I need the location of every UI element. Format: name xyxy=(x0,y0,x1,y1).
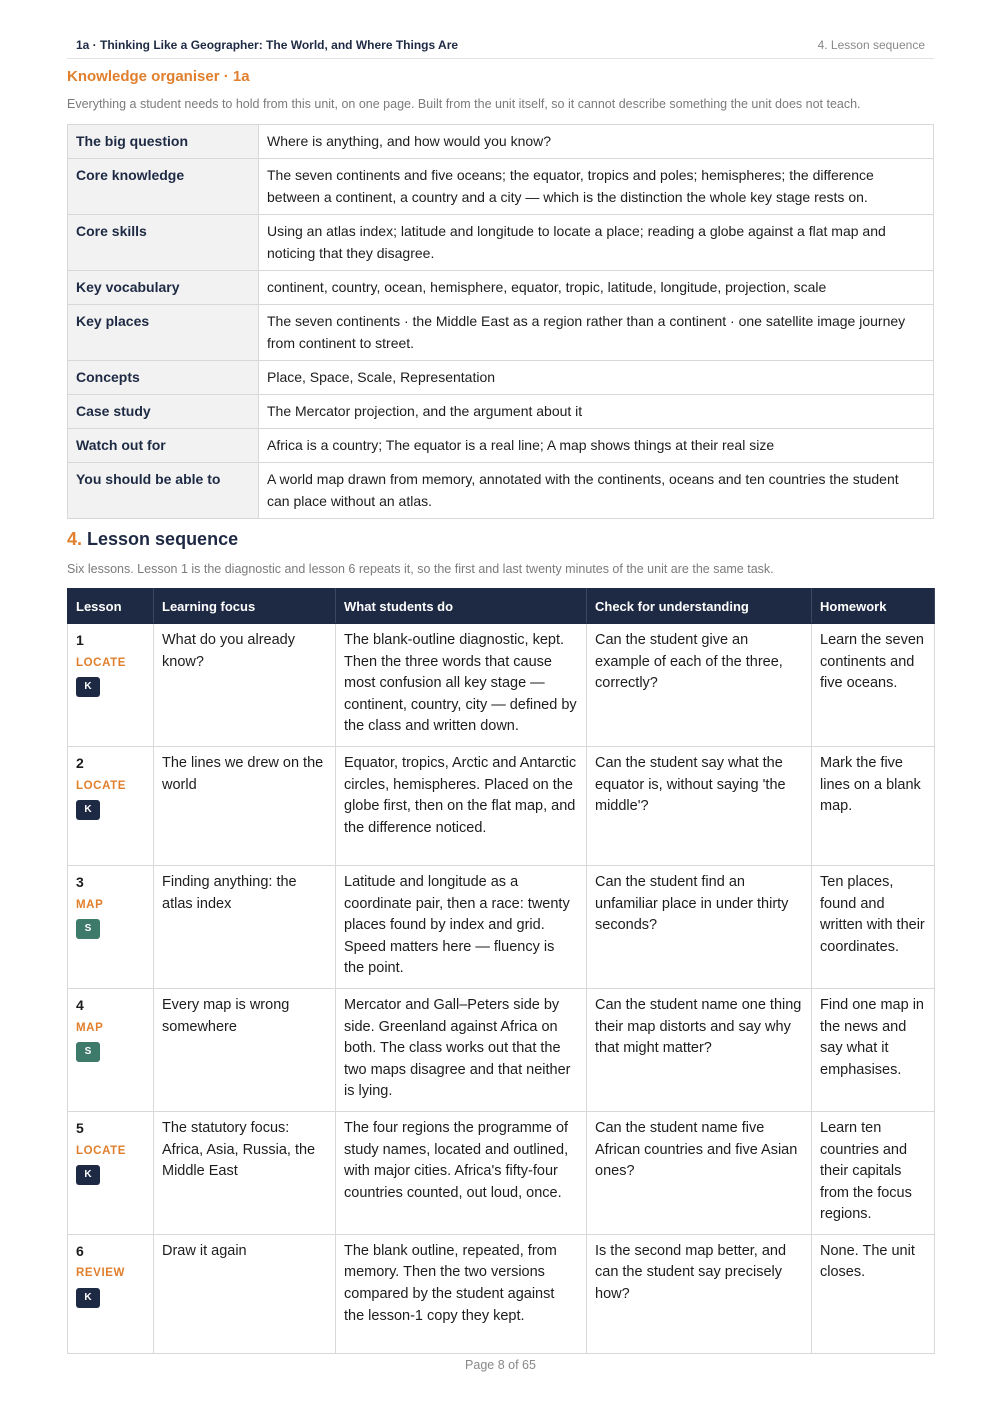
strand-label: MAP xyxy=(76,1021,104,1034)
homework: Mark the five lines on a blank map. xyxy=(812,746,935,865)
understanding-check: Is the second map better, and can the student say precisely how? xyxy=(587,1234,812,1353)
ko-value: The seven continents and five oceans; the equator, tropics and poles; hemispheres; the difference between a continent, a country and a city — which is the distinction the whole key stage rests on. xyxy=(259,159,934,215)
ko-value: The seven continents · the Middle East as a region rather than a continent · one satellite image journey from continent to street. xyxy=(259,305,934,361)
ko-value: Africa is a country; The equator is a real line; A map shows things at their real size xyxy=(259,429,934,463)
ko-row xyxy=(68,271,934,305)
table-row xyxy=(68,865,935,988)
lesson-number: 2 xyxy=(76,754,84,771)
strand-label: LOCATE xyxy=(76,1144,127,1157)
ko-key: You should be able to xyxy=(68,463,259,519)
ko-row xyxy=(68,429,934,463)
homework: Learn ten countries and their capitals from the focus regions. xyxy=(812,1111,935,1234)
student-activity: The blank-outline diagnostic, kept. Then the three words that cause most confusion all key stage — continent, country, city — defined by the class and written down. xyxy=(336,624,587,747)
table-row xyxy=(68,988,935,1111)
section-intro: Six lessons. Lesson 1 is the diagnostic and lesson 6 repeats it, so the first and last twenty minutes of the unit are the same task. xyxy=(67,562,774,576)
lesson-number: 3 xyxy=(76,873,84,890)
understanding-check: Can the student name five African countries and five Asian ones? xyxy=(587,1111,812,1234)
ko-key: Concepts xyxy=(68,361,259,395)
understanding-check: Can the student say what the equator is, without saying 'the middle'? xyxy=(587,746,812,865)
ko-key: Core knowledge xyxy=(68,159,259,215)
skill-badge: S xyxy=(76,919,100,939)
learning-focus: Finding anything: the atlas index xyxy=(154,865,336,988)
table-row xyxy=(68,746,935,865)
homework: Learn the seven continents and five oceans. xyxy=(812,624,935,747)
ko-row xyxy=(68,463,934,519)
section-label: 4. Lesson sequence xyxy=(817,38,925,52)
page-footer: Page 8 of 65 xyxy=(465,1358,536,1372)
knowledge-badge: K xyxy=(76,1165,100,1185)
section-heading xyxy=(67,529,238,550)
learning-focus: What do you already know? xyxy=(154,624,336,747)
student-activity: The blank outline, repeated, from memory. Then the two versions compared by the student against the lesson-1 copy they kept. xyxy=(336,1234,587,1353)
ko-row xyxy=(68,159,934,215)
student-activity: Mercator and Gall–Peters side by side. Greenland against Africa on both. The class works out that the two maps disagree and that neither is lying. xyxy=(336,988,587,1111)
ko-key: Watch out for xyxy=(68,429,259,463)
ko-value: Using an atlas index; latitude and longitude to locate a place; reading a globe against a flat map and noticing that they disagree. xyxy=(259,215,934,271)
lesson-cell xyxy=(68,1234,154,1353)
table-row xyxy=(68,1234,935,1353)
ko-value: Where is anything, and how would you know? xyxy=(259,125,934,159)
student-activity: The four regions the programme of study names, located and outlined, with major cities. Africa's fifty-four countries counted, out loud, once. xyxy=(336,1111,587,1234)
student-activity: Latitude and longitude as a coordinate pair, then a race: twenty places found by index and grid. Speed matters here — fluency is the point. xyxy=(336,865,587,988)
ko-value: continent, country, ocean, hemisphere, equator, tropic, latitude, longitude, projection, scale xyxy=(259,271,934,305)
understanding-check: Can the student name one thing their map distorts and say why that might matter? xyxy=(587,988,812,1111)
ko-row xyxy=(68,125,934,159)
table-header-row xyxy=(68,589,935,624)
running-header xyxy=(67,38,934,59)
ko-row xyxy=(68,395,934,429)
learning-focus: The lines we drew on the world xyxy=(154,746,336,865)
lesson-number: 4 xyxy=(76,996,84,1013)
learning-focus: Draw it again xyxy=(154,1234,336,1353)
unit-title: 1a · Thinking Like a Geographer: The World, and Where Things Are xyxy=(76,38,459,52)
ko-key: Core skills xyxy=(68,215,259,271)
column-header-lesson: Lesson xyxy=(68,589,154,624)
lesson-cell xyxy=(68,746,154,865)
column-header-homework: Homework xyxy=(812,589,935,624)
ko-row xyxy=(68,305,934,361)
knowledge-organiser-table xyxy=(67,124,934,519)
homework: None. The unit closes. xyxy=(812,1234,935,1353)
knowledge-badge: K xyxy=(76,1288,100,1308)
lesson-number: 6 xyxy=(76,1242,84,1259)
ko-key: Key vocabulary xyxy=(68,271,259,305)
understanding-check: Can the student find an unfamiliar place in under thirty seconds? xyxy=(587,865,812,988)
skill-badge: S xyxy=(76,1042,100,1062)
homework: Ten places, found and written with their coordinates. xyxy=(812,865,935,988)
learning-focus: The statutory focus: Africa, Asia, Russia, the Middle East xyxy=(154,1111,336,1234)
understanding-check: Can the student give an example of each of the three, correctly? xyxy=(587,624,812,747)
section-title: Lesson sequence xyxy=(87,529,239,549)
homework: Find one map in the news and say what it emphasises. xyxy=(812,988,935,1111)
learning-focus: Every map is wrong somewhere xyxy=(154,988,336,1111)
lesson-number: 5 xyxy=(76,1119,84,1136)
knowledge-organiser-intro: Everything a student needs to hold from this unit, on one page. Built from the unit itself, so it cannot describe something the unit does not teach. xyxy=(67,97,861,111)
strand-label: REVIEW xyxy=(76,1267,125,1280)
knowledge-badge: K xyxy=(76,800,100,820)
ko-value: Place, Space, Scale, Representation xyxy=(259,361,934,395)
ko-row xyxy=(68,361,934,395)
ko-value: A world map drawn from memory, annotated with the continents, oceans and ten countries the student can place without an atlas. xyxy=(259,463,934,519)
strand-label: MAP xyxy=(76,898,104,911)
column-header-activity: What students do xyxy=(336,589,587,624)
knowledge-organiser-title: Knowledge organiser · 1a xyxy=(67,68,250,85)
strand-label: LOCATE xyxy=(76,656,127,669)
lesson-number: 1 xyxy=(76,632,84,648)
ko-key: The big question xyxy=(68,125,259,159)
ko-key: Key places xyxy=(68,305,259,361)
knowledge-badge: K xyxy=(76,677,100,697)
lesson-cell xyxy=(68,988,154,1111)
lesson-cell xyxy=(68,1111,154,1234)
ko-key: Case study xyxy=(68,395,259,429)
column-header-focus: Learning focus xyxy=(154,589,336,624)
column-header-check: Check for understanding xyxy=(587,589,812,624)
lesson-cell xyxy=(68,624,154,747)
section-number: 4. xyxy=(67,529,83,549)
lesson-cell xyxy=(68,865,154,988)
ko-row xyxy=(68,215,934,271)
table-row xyxy=(68,624,935,747)
lesson-sequence-table xyxy=(67,588,935,1354)
student-activity: Equator, tropics, Arctic and Antarctic circles, hemispheres. Placed on the globe first, then on the flat map, and the difference noticed. xyxy=(336,746,587,865)
ko-value: The Mercator projection, and the argument about it xyxy=(259,395,934,429)
table-row xyxy=(68,1111,935,1234)
strand-label: LOCATE xyxy=(76,779,127,792)
